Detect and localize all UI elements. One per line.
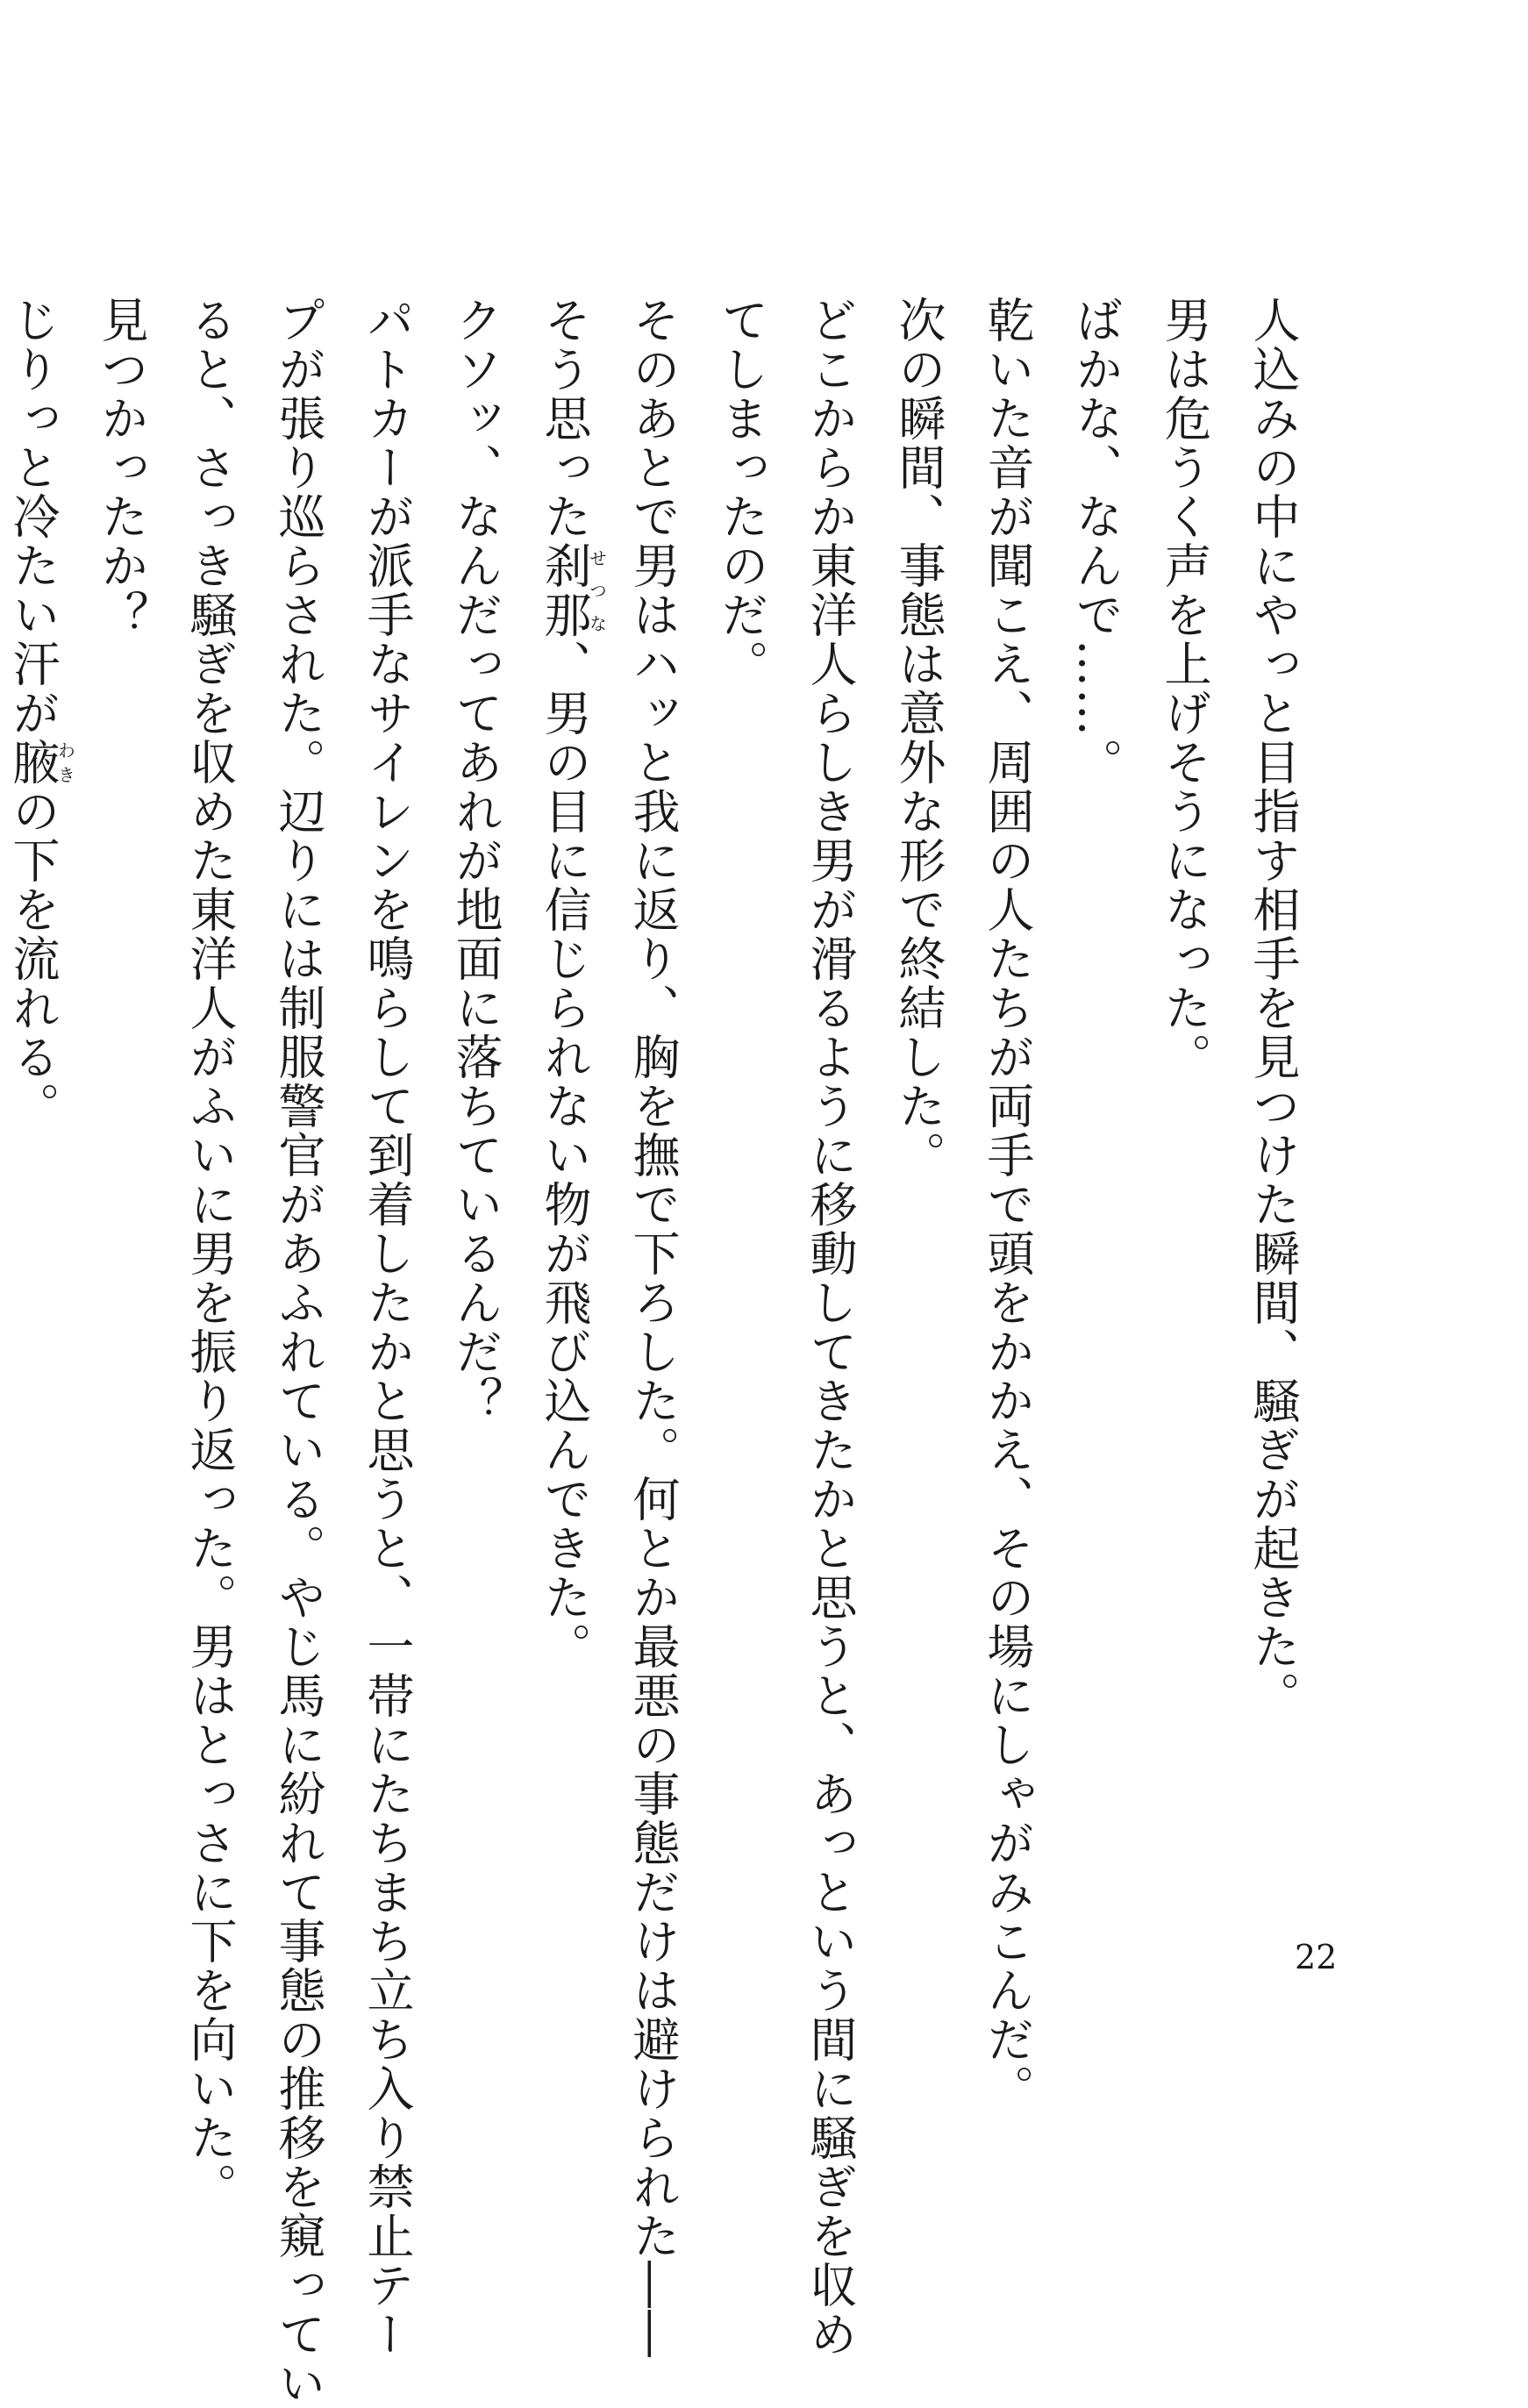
text-segment: 、男の目に信じられない物が飛び込んできた。 — [537, 640, 592, 1671]
ruby-reading: せつな — [586, 541, 608, 640]
text-line: クソッ、なんだってあれが地面に落ちているんだ？ — [448, 296, 503, 1426]
text-line: てしまったのだ。 — [714, 296, 769, 689]
ruby-annotation — [5, 738, 76, 787]
text-line: パトカーが派手なサイレンを鳴らして到着したかと思うと、一帯にたちまち立ち入り禁止テー — [360, 296, 415, 2359]
ruby-base: 刹那 — [537, 541, 592, 640]
text-segment: じりっと冷たい汗が — [5, 296, 61, 738]
page-number: 22 — [1295, 1938, 1338, 1976]
text-line: 人込みの中にやっと目指す相手を見つけた瞬間、騒ぎが起きた。 — [1246, 296, 1301, 1720]
text-line — [0, 296, 77, 1840]
text-line: 次の瞬間、事態は意外な形で終結した。 — [891, 296, 946, 1180]
text-segment: そう思った — [537, 296, 592, 541]
text-line: 乾いた音が聞こえ、周囲の人たちが両手で頭をかかえ、その場にしゃがみこんだ。 — [980, 296, 1035, 2113]
text-line: ると、さっき騒ぎを収めた東洋人がふいに男を振り返った。男はとっさに下を向いた。 — [182, 296, 238, 2212]
text-line: プが張り巡らされた。辺りには制服警官があふれている。やじ馬に紛れて事態の推移を窺ってい — [271, 296, 326, 2408]
text-line: どこからか東洋人らしき男が滑るように移動してきたかと思うと、あっという間に騒ぎを収め — [803, 296, 858, 2359]
text-segment: の下を流れる。 — [5, 787, 61, 1131]
ruby-reading: わき — [54, 738, 76, 787]
text-line: ばかな、なんで……。 — [1068, 296, 1124, 787]
ruby-annotation — [537, 541, 608, 640]
text-line: 見つかったか？ — [94, 296, 149, 640]
ruby-base: 腋 — [5, 738, 61, 787]
text-line — [520, 296, 609, 1840]
text-line: 男は危うく声を上げそうになった。 — [1157, 296, 1212, 1082]
text-line: そのあとで男はハッと我に返り、胸を撫で下ろした。何とか最悪の事態だけは避けられた―― — [625, 296, 681, 2359]
